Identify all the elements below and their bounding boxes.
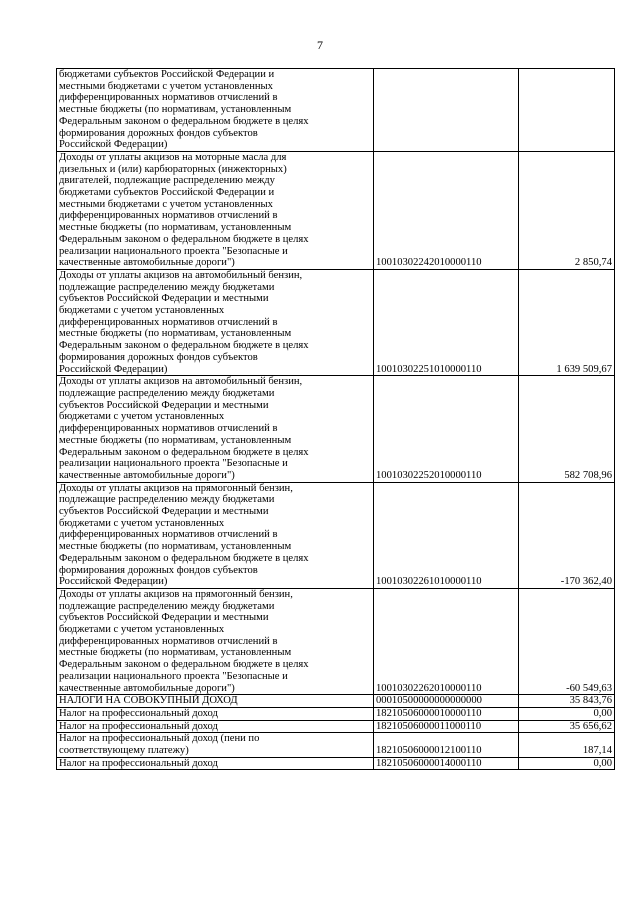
amount-cell: 1 639 509,67 — [519, 269, 615, 375]
budget-code-cell: 10010302261010000110 — [374, 482, 519, 588]
table-row — [57, 707, 615, 720]
table-row — [57, 482, 615, 588]
amount-cell: -170 362,40 — [519, 482, 615, 588]
table-row — [57, 376, 615, 482]
budget-code-cell — [374, 69, 519, 152]
budget-code-cell: 10010302252010000110 — [374, 376, 519, 482]
budget-code-cell: 10010302242010000110 — [374, 151, 519, 269]
amount-cell: 582 708,96 — [519, 376, 615, 482]
table-row — [57, 733, 615, 757]
income-name-cell: Доходы от уплаты акцизов на автомобильный бензин, подлежащие распределению между бюджетами субъектов Российской Федерации и местными бюджетами с учетом установленных дифференцированных нормативов отчислений в местные бюджеты (по нормативам, установленным Федеральным законом о федеральном бюджете в целях реализации национального проекта "Безопасные и качественные автомобильные дороги") — [57, 376, 374, 482]
amount-cell: -60 549,63 — [519, 588, 615, 694]
income-name-cell: Налог на профессиональный доход — [57, 757, 374, 770]
amount-cell: 187,14 — [519, 733, 615, 757]
income-name-cell: Доходы от уплаты акцизов на прямогонный бензин, подлежащие распределению между бюджетами субъектов Российской Федерации и местными бюджетами с учетом установленных дифференцированных нормативов отчислений в местные бюджеты (по нормативам, установленным Федеральным законом о федеральном бюджете в целях формирования дорожных фондов субъектов Российской Федерации) — [57, 482, 374, 588]
amount-cell: 2 850,74 — [519, 151, 615, 269]
table-row — [57, 151, 615, 269]
table-row — [57, 757, 615, 770]
amount-cell: 0,00 — [519, 757, 615, 770]
income-name-cell: НАЛОГИ НА СОВОКУПНЫЙ ДОХОД — [57, 695, 374, 708]
budget-code-cell: 10010302251010000110 — [374, 269, 519, 375]
table-row — [57, 720, 615, 733]
income-name-cell: бюджетами субъектов Российской Федерации и местными бюджетами с учетом установленных дифференцированных нормативов отчислений в местные бюджеты (по нормативам, установленным Федеральным законом о федеральном бюджете в целях формирования дорожных фондов субъектов Российской Федерации) — [57, 69, 374, 152]
budget-code-cell: 18210506000012100110 — [374, 733, 519, 757]
table-row — [57, 588, 615, 694]
income-name-cell: Доходы от уплаты акцизов на автомобильный бензин, подлежащие распределению между бюджетами субъектов Российской Федерации и местными бюджетами с учетом установленных дифференцированных нормативов отчислений в местные бюджеты (по нормативам, установленным Федеральным законом о федеральном бюджете в целях формирования дорожных фондов субъектов Российской Федерации) — [57, 269, 374, 375]
budget-code-cell: 18210506000011000110 — [374, 720, 519, 733]
amount-cell: 35 656,62 — [519, 720, 615, 733]
income-name-cell: Доходы от уплаты акцизов на моторные масла для дизельных и (или) карбюраторных (инжекторных) двигателей, подлежащие распределению между бюджетами субъектов Российской Федерации и местными бюджетами с учетом установленных дифференцированных нормативов отчислений в местные бюджеты (по нормативам, установленным Федеральным законом о федеральном бюджете в целях реализации национального проекта "Безопасные и качественные автомобильные дороги") — [57, 151, 374, 269]
amount-cell: 0,00 — [519, 707, 615, 720]
revenue-table — [56, 68, 615, 770]
income-name-cell: Налог на профессиональный доход (пени по соответствующему платежу) — [57, 733, 374, 757]
income-name-cell: Налог на профессиональный доход — [57, 707, 374, 720]
table-row — [57, 269, 615, 375]
amount-cell: 35 843,76 — [519, 695, 615, 708]
budget-code-cell: 00010500000000000000 — [374, 695, 519, 708]
income-name-cell: Налог на профессиональный доход — [57, 720, 374, 733]
table-row — [57, 695, 615, 708]
income-name-cell: Доходы от уплаты акцизов на прямогонный бензин, подлежащие распределению между бюджетами субъектов Российской Федерации и местными бюджетами с учетом установленных дифференцированных нормативов отчислений в местные бюджеты (по нормативам, установленным Федеральным законом о федеральном бюджете в целях реализации национального проекта "Безопасные и качественные автомобильные дороги") — [57, 588, 374, 694]
table-row — [57, 69, 615, 152]
budget-code-cell: 18210506000014000110 — [374, 757, 519, 770]
page-number: 7 — [317, 38, 323, 52]
budget-code-cell: 18210506000010000110 — [374, 707, 519, 720]
amount-cell — [519, 69, 615, 152]
budget-code-cell: 10010302262010000110 — [374, 588, 519, 694]
